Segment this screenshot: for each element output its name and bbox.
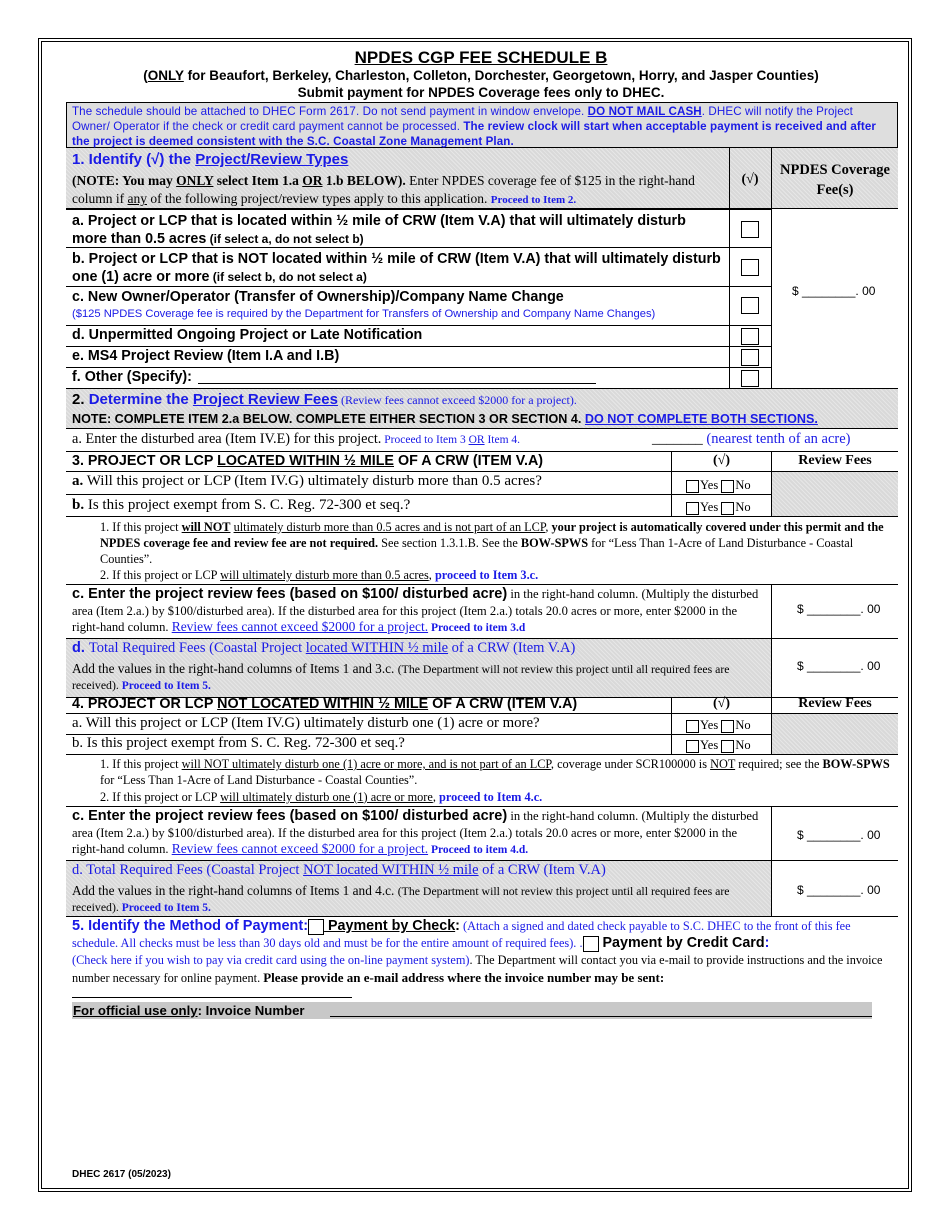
checkbox-1e[interactable]	[741, 349, 759, 366]
checkbox-4a-no[interactable]	[721, 720, 734, 733]
item-4d-title: d. Total Required Fees (Coastal Project NOT located WITHIN ½ mile of a CRW (Item V.A)	[72, 862, 606, 878]
npdes-fee-header: NPDES Coverage Fee(s)	[780, 162, 890, 198]
item-3a: a. Will this project or LCP (Item IV.G) ultimately disturb more than 0.5 acres?	[72, 473, 542, 489]
item-1d: d. Unpermitted Ongoing Project or Late Notification	[72, 327, 423, 343]
section-3-title: 3. PROJECT OR LCP LOCATED WITHIN ½ MILE OF A CRW (ITEM V.A)	[72, 453, 544, 469]
s3-total-fee-field[interactable]: $ ________. 00	[797, 659, 881, 673]
section-3-note-1: 1. If this project will NOT ultimately disturb more than 0.5 acres and is not part of an LCP, your project is automatically covered under this permit and the NPDES coverage fee and review fee are not required. See section 1.3.1.B. See the BOW-SPWS for “Less Than 1-Acre of Land Disturbance - Coastal Counties”.	[100, 520, 884, 566]
checkbox-1f[interactable]	[741, 370, 759, 387]
s3-review-fee-field[interactable]: $ ________. 00	[797, 602, 881, 616]
s4-review-fee-header: Review Fees	[798, 696, 872, 711]
s4-check-header: (√)	[712, 696, 730, 711]
checkbox-4a-yes[interactable]	[686, 720, 699, 733]
npdes-fee-field[interactable]: $ ________. 00	[792, 284, 876, 298]
payment-by-credit-card-checkbox[interactable]	[583, 936, 599, 952]
item-1a: a. Project or LCP that is located within ½ mile of CRW (Item V.A) that will ultimately disturb more than 0.5 acres (if select a, do not select b)	[72, 213, 686, 247]
checkbox-3b-yes[interactable]	[686, 502, 699, 515]
no-cash-warning: DO NOT MAIL CASH	[587, 105, 702, 118]
notice-box: The schedule should be attached to DHEC Form 2617. Do not send payment in window envelope. DO NOT MAIL CASH. DHEC will notify the Project Owner/ Operator if the check or credit card payment cannot be processed. The review clock will start when acceptable payment is received and after the project is deemed consistent with the S.C. Coastal Zone Management Plan.	[66, 102, 898, 148]
notice-text: The schedule should be attached to DHEC Form 2617. Do not send payment in window envelope.	[72, 105, 588, 118]
section-2-note: NOTE: COMPLETE ITEM 2.a BELOW. COMPLETE EITHER SECTION 3 OR SECTION 4. DO NOT COMPLETE BOTH SECTIONS.	[72, 412, 818, 426]
section-3-note-2: 2. If this project or LCP will ultimately disturb more than 0.5 acres, proceed to Item 3.c.	[100, 568, 539, 582]
s4-total-fee-field[interactable]: $ ________. 00	[797, 883, 881, 897]
checkbox-1c[interactable]	[741, 297, 759, 314]
official-use-label: For official use only: Invoice Number	[73, 1003, 305, 1018]
s3-review-fee-header: Review Fees	[798, 453, 872, 468]
item-1f: f. Other (Specify):	[72, 369, 192, 385]
review-clock-note: The review clock will start when acceptable payment is received and after the project is deemed consistent with the S.C. Coastal Zone Management Plan.	[72, 120, 876, 148]
checkbox-3a-no[interactable]	[721, 480, 734, 493]
other-specify-field[interactable]	[198, 383, 596, 384]
item-3d-title: d. Total Required Fees (Coastal Project located WITHIN ½ mile of a CRW (Item V.A)	[72, 640, 576, 656]
item-3b: b. Is this project exempt from S. C. Reg. 72-300 et seq.?	[72, 497, 411, 513]
item-3c: c. Enter the project review fees (based on $100/ disturbed acre) in the right-hand column. (Multiply the disturbed area (Item 2.a.) by $100/disturbed area). If the disturbed area for this project (Item 2.a.) totals 20.0 acres or more, enter $2000 in the right-hand column. Review fees cannot exceed $2000 for a project. Proceed to item 3.d	[72, 586, 759, 634]
email-field[interactable]	[72, 997, 352, 998]
page-subtitle: (ONLY for Beaufort, Berkeley, Charleston, Colleton, Dorchester, Georgetown, Horry, and Jasper Counties)	[143, 68, 819, 83]
item-4d-body: Add the values in the right-hand columns of Items 1 and 4.c. (The Department will not review this project until all required fees are received). Proceed to Item 5.	[72, 883, 730, 914]
item-4c: c. Enter the project review fees (based on $100/ disturbed acre) in the right-hand column. (Multiply the disturbed area (Item 2.a.) by $100/disturbed area). If the disturbed area for this project (Item 2.a.) totals 20.0 acres or more, enter $2000 in the right-hand column. Review fees cannot exceed $2000 for a project. Proceed to item 4.d.	[72, 808, 759, 856]
invoice-number-field[interactable]	[330, 1016, 872, 1017]
item-3a-yes-no: Yes No	[686, 478, 751, 493]
item-4a-yes-no: Yes No	[686, 718, 751, 733]
checkbox-3a-yes[interactable]	[686, 480, 699, 493]
checkbox-1a[interactable]	[741, 221, 759, 238]
payment-by-check-checkbox[interactable]	[308, 919, 324, 935]
item-2a: a. Enter the disturbed area (Item IV.E) for this project. Proceed to Item 3 OR Item 4.	[72, 431, 521, 447]
checkbox-3b-no[interactable]	[721, 502, 734, 515]
s3-check-header: (√)	[712, 453, 730, 468]
checkbox-1d[interactable]	[741, 328, 759, 345]
item-3d-body: Add the values in the right-hand columns of Items 1 and 3.c. (The Department will not review this project until all required fees are received). Proceed to Item 5.	[72, 661, 730, 692]
section-2-title: 2. Determine the Project Review Fees (Review fees cannot exceed $2000 for a project).	[72, 391, 577, 408]
form-footer: DHEC 2617 (05/2023)	[72, 1169, 171, 1180]
section-4-note-1: 1. If this project will NOT ultimately disturb one (1) acre or more, and is not part of an LCP, coverage under SCR100000 is NOT required; see the BOW-SPWS for “Less Than 1-Acre of Land Disturbance - Coastal Counties”.	[100, 757, 890, 787]
check-column-header: (√)	[741, 172, 759, 187]
section-4-note-2: 2. If this project or LCP will ultimately disturb one (1) acre or more, proceed to Item 4.c.	[100, 790, 543, 804]
page-subtitle-2: Submit payment for NPDES Coverage fees only to DHEC.	[297, 85, 665, 100]
item-3b-yes-no: Yes No	[686, 500, 751, 515]
disturbed-area-field[interactable]: _______ (nearest tenth of an acre)	[652, 431, 851, 447]
item-4a: a. Will this project or LCP (Item IV.G) ultimately disturb one (1) acre or more?	[72, 715, 540, 731]
section-1-title: 1. Identify (√) the Project/Review Types	[72, 151, 349, 168]
item-1c-note: ($125 NPDES Coverage fee is required by the Department for Transfers of Ownership and Company Name Changes)	[72, 308, 656, 320]
section-1-note: (NOTE: You may ONLY select Item 1.a OR 1.b BELOW). Enter NPDES coverage fee of $125 in the right-hand column if any of the following project/review types apply to this application. Proceed to Item 2.	[72, 173, 695, 206]
s4-review-fee-field[interactable]: $ ________. 00	[797, 828, 881, 842]
section-4-title: 4. PROJECT OR LCP NOT LOCATED WITHIN ½ MILE OF A CRW (ITEM V.A)	[72, 696, 578, 712]
item-1c: c. New Owner/Operator (Transfer of Ownership)/Company Name Change	[72, 289, 564, 305]
item-1b: b. Project or LCP that is NOT located within ½ mile of CRW (Item V.A) that will ultimately disturb one (1) acre or more (if select b, do not select a)	[72, 251, 721, 285]
checkbox-4b-yes[interactable]	[686, 740, 699, 753]
item-1e: e. MS4 Project Review (Item I.A and I.B)	[72, 348, 340, 364]
checkbox-1b[interactable]	[741, 259, 759, 276]
item-4b-yes-no: Yes No	[686, 738, 751, 753]
checkbox-4b-no[interactable]	[721, 740, 734, 753]
page-title: NPDES CGP FEE SCHEDULE B	[354, 48, 608, 67]
section-5: 5. Identify the Method of Payment: Payment by Check: (Attach a signed and dated check payable to S.C. DHEC to the front of this fee schedule. All checks must be less than 30 days old and must be for the entire amount of required fees). . Payment by Credit Card: (Check here if you wish to pay via credit card using the on-line payment system). The Department will contact you via e-mail to provide instructions and the invoice number necessary for online payment. Please provide an e-mail address where the invoice number may be sent:	[72, 918, 883, 986]
item-4b: b. Is this project exempt from S. C. Reg. 72-300 et seq.?	[72, 735, 405, 751]
